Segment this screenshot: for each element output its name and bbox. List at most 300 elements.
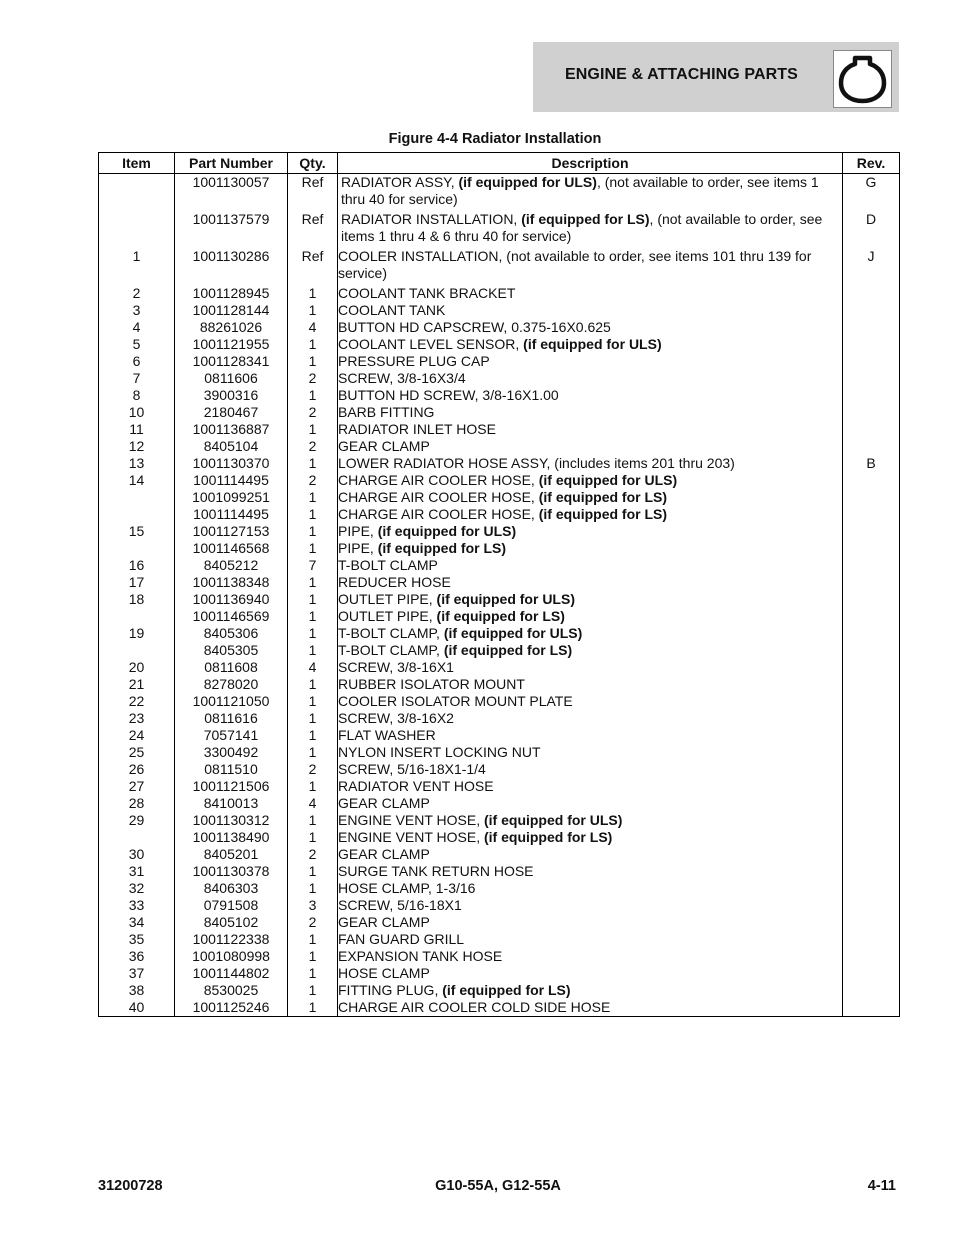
item-number: 6 — [99, 353, 175, 370]
quantity: 1 — [288, 931, 338, 948]
quantity: 1 — [288, 387, 338, 404]
description — [338, 557, 843, 574]
table-row — [99, 914, 900, 931]
revision — [843, 387, 900, 404]
revision — [843, 863, 900, 880]
engine-icon — [834, 51, 891, 107]
item-number: 12 — [99, 438, 175, 455]
quantity: 3 — [288, 897, 338, 914]
table-row — [99, 982, 900, 999]
item-number: 28 — [99, 795, 175, 812]
item-number: 11 — [99, 421, 175, 438]
part-number: 1001138348 — [175, 574, 288, 591]
table-row — [99, 948, 900, 965]
item-number: 14 — [99, 472, 175, 489]
table-row — [99, 421, 900, 438]
revision — [843, 574, 900, 591]
part-number: 8406303 — [175, 880, 288, 897]
revision — [843, 353, 900, 370]
table-row — [99, 676, 900, 693]
description-text: COOLANT LEVEL SENSOR, — [338, 336, 524, 352]
table-row — [99, 795, 900, 812]
quantity: 1 — [288, 302, 338, 319]
quantity: 1 — [288, 540, 338, 557]
description-text: SURGE TANK RETURN HOSE — [338, 863, 534, 879]
table-row — [99, 965, 900, 982]
table-row — [99, 370, 900, 387]
quantity: 1 — [288, 591, 338, 608]
description-text: CHARGE AIR COOLER HOSE, — [338, 472, 539, 488]
part-number: 0791508 — [175, 897, 288, 914]
description — [338, 248, 843, 285]
description — [338, 931, 843, 948]
part-number: 0811608 — [175, 659, 288, 676]
quantity: 1 — [288, 455, 338, 472]
quantity: 1 — [288, 285, 338, 302]
item-number: 2 — [99, 285, 175, 302]
table-row — [99, 659, 900, 676]
description-text: GEAR CLAMP — [338, 795, 430, 811]
description — [338, 404, 843, 421]
description-text: SCREW, 3/8-16X1 — [338, 659, 454, 675]
description — [338, 319, 843, 336]
table-row — [99, 506, 900, 523]
description — [338, 999, 843, 1017]
quantity: 2 — [288, 370, 338, 387]
item-number: 22 — [99, 693, 175, 710]
item-number: 5 — [99, 336, 175, 353]
item-number: 4 — [99, 319, 175, 336]
table-row — [99, 727, 900, 744]
table-row — [99, 211, 900, 248]
revision — [843, 370, 900, 387]
part-number: 1001114495 — [175, 506, 288, 523]
revision — [843, 880, 900, 897]
table-row — [99, 863, 900, 880]
item-number: 1 — [99, 248, 175, 285]
quantity: 2 — [288, 472, 338, 489]
part-number: 8405201 — [175, 846, 288, 863]
table-row — [99, 523, 900, 540]
description — [338, 727, 843, 744]
quantity: 1 — [288, 948, 338, 965]
description — [338, 676, 843, 693]
table-row — [99, 285, 900, 302]
table-row — [99, 438, 900, 455]
description — [338, 693, 843, 710]
quantity: 2 — [288, 914, 338, 931]
model-numbers: G10-55A, G12-55A — [435, 1178, 561, 1194]
description-note: , (not available to order, see items 1 thru 4 & 6 thru 40 for service) — [341, 211, 823, 244]
description — [338, 795, 843, 812]
quantity: 1 — [288, 336, 338, 353]
revision — [843, 727, 900, 744]
quantity: 1 — [288, 863, 338, 880]
figure-caption: Figure 4-4 Radiator Installation — [388, 131, 602, 147]
table-row — [99, 302, 900, 319]
table-row — [99, 880, 900, 897]
revision — [843, 642, 900, 659]
quantity: 1 — [288, 506, 338, 523]
item-number — [99, 489, 175, 506]
part-number: 1001128341 — [175, 353, 288, 370]
description — [338, 540, 843, 557]
part-number: 1001128144 — [175, 302, 288, 319]
description — [338, 302, 843, 319]
quantity: 1 — [288, 489, 338, 506]
equipment-note: (if equipped for LS) — [484, 829, 613, 845]
part-number: 1001130370 — [175, 455, 288, 472]
description — [338, 659, 843, 676]
equipment-note: (if equipped for ULS) — [523, 336, 662, 352]
revision — [843, 931, 900, 948]
description — [338, 982, 843, 999]
section-title: ENGINE & ATTACHING PARTS — [565, 66, 798, 83]
description — [338, 455, 843, 472]
item-number: 19 — [99, 625, 175, 642]
table-row — [99, 404, 900, 421]
part-number: 1001122338 — [175, 931, 288, 948]
part-number: 1001125246 — [175, 999, 288, 1017]
equipment-note: (if equipped for LS) — [377, 540, 507, 556]
revision — [843, 285, 900, 302]
description-text: HOSE CLAMP, 1-3/16 — [338, 880, 476, 896]
description — [338, 965, 843, 982]
part-number: 1001130057 — [175, 174, 288, 212]
description — [338, 506, 843, 523]
description — [338, 336, 843, 353]
equipment-note: (if equipped for LS) — [443, 642, 573, 658]
part-number: 1001121506 — [175, 778, 288, 795]
revision — [843, 489, 900, 506]
description-text: SCREW, 3/8-16X2 — [338, 710, 454, 726]
description — [338, 846, 843, 863]
part-number: 0811510 — [175, 761, 288, 778]
revision — [843, 336, 900, 353]
description — [338, 761, 843, 778]
revision — [843, 914, 900, 931]
description-text: T-BOLT CLAMP, — [338, 625, 444, 641]
description — [338, 710, 843, 727]
part-number: 1001130312 — [175, 812, 288, 829]
part-number: 1001146568 — [175, 540, 288, 557]
description-text: ENGINE VENT HOSE, — [338, 829, 484, 845]
item-number: 15 — [99, 523, 175, 540]
description-text: RUBBER ISOLATOR MOUNT — [338, 676, 525, 692]
revision — [843, 608, 900, 625]
description-text: NYLON INSERT LOCKING NUT — [338, 744, 541, 760]
part-number: 1001137579 — [175, 211, 288, 248]
revision — [843, 404, 900, 421]
quantity: 2 — [288, 761, 338, 778]
quantity: 1 — [288, 710, 338, 727]
quantity: Ref — [288, 174, 338, 212]
table-row — [99, 931, 900, 948]
item-number: 38 — [99, 982, 175, 999]
equipment-note: (if equipped for LS) — [538, 489, 668, 505]
item-number: 20 — [99, 659, 175, 676]
description-text: PIPE, — [338, 540, 378, 556]
description — [338, 387, 843, 404]
quantity: 1 — [288, 608, 338, 625]
item-number: 8 — [99, 387, 175, 404]
equipment-note: (if equipped for LS) — [521, 211, 650, 227]
part-number: 0811606 — [175, 370, 288, 387]
quantity: 1 — [288, 744, 338, 761]
description — [338, 914, 843, 931]
part-number: 1001121955 — [175, 336, 288, 353]
quantity: 1 — [288, 523, 338, 540]
revision — [843, 761, 900, 778]
part-number: 1001136887 — [175, 421, 288, 438]
quantity: 1 — [288, 880, 338, 897]
description-text: GEAR CLAMP — [338, 914, 430, 930]
part-number: 7057141 — [175, 727, 288, 744]
table-row — [99, 710, 900, 727]
part-number: 8405305 — [175, 642, 288, 659]
revision: B — [843, 455, 900, 472]
table-row — [99, 778, 900, 795]
quantity: 1 — [288, 727, 338, 744]
quantity: 2 — [288, 438, 338, 455]
description-text: REDUCER HOSE — [338, 574, 451, 590]
item-number: 10 — [99, 404, 175, 421]
revision — [843, 965, 900, 982]
item-number: 34 — [99, 914, 175, 931]
quantity: 7 — [288, 557, 338, 574]
quantity: 1 — [288, 353, 338, 370]
description-text: BUTTON HD CAPSCREW, 0.375-16X0.625 — [338, 319, 611, 335]
description-text: HOSE CLAMP — [338, 965, 430, 981]
description-text: CHARGE AIR COOLER COLD SIDE HOSE — [338, 999, 611, 1015]
part-number: 1001138490 — [175, 829, 288, 846]
part-number: 88261026 — [175, 319, 288, 336]
description — [338, 174, 843, 212]
revision — [843, 625, 900, 642]
part-number: 8405102 — [175, 914, 288, 931]
table-row — [99, 897, 900, 914]
section-header — [533, 42, 899, 112]
revision: D — [843, 211, 900, 248]
item-number: 26 — [99, 761, 175, 778]
table-row — [99, 761, 900, 778]
quantity: 2 — [288, 404, 338, 421]
quantity: 1 — [288, 829, 338, 846]
description — [338, 880, 843, 897]
equipment-note: (if equipped for ULS) — [443, 625, 583, 641]
revision: G — [843, 174, 900, 212]
revision — [843, 795, 900, 812]
table-row — [99, 353, 900, 370]
column-header-rev: Rev. — [843, 153, 900, 174]
description — [338, 863, 843, 880]
revision — [843, 438, 900, 455]
item-number: 17 — [99, 574, 175, 591]
description-note: , (not available to order, see items 1 thru 40 for service) — [341, 174, 819, 207]
description — [338, 285, 843, 302]
description — [338, 523, 843, 540]
description-text: EXPANSION TANK HOSE — [338, 948, 503, 964]
part-number: 1001121050 — [175, 693, 288, 710]
quantity: 1 — [288, 982, 338, 999]
quantity: 1 — [288, 812, 338, 829]
column-header-qty: Qty. — [288, 153, 338, 174]
revision — [843, 846, 900, 863]
description — [338, 370, 843, 387]
equipment-note: (if equipped for LS) — [442, 982, 571, 998]
description — [338, 472, 843, 489]
description-text: COOLER INSTALLATION, (not available to order, see items 101 thru 139 for service) — [338, 248, 812, 281]
description — [338, 353, 843, 370]
description-text: CHARGE AIR COOLER HOSE, — [338, 506, 539, 522]
part-number: 2180467 — [175, 404, 288, 421]
description — [338, 744, 843, 761]
part-number: 1001128945 — [175, 285, 288, 302]
quantity: 1 — [288, 778, 338, 795]
equipment-note: (if equipped for ULS) — [458, 174, 597, 190]
item-number: 40 — [99, 999, 175, 1017]
table-row — [99, 540, 900, 557]
description — [338, 897, 843, 914]
item-number: 27 — [99, 778, 175, 795]
description-text: PRESSURE PLUG CAP — [338, 353, 490, 369]
item-number — [99, 540, 175, 557]
description-text: FITTING PLUG, — [338, 982, 443, 998]
table-row — [99, 642, 900, 659]
item-number — [99, 608, 175, 625]
item-number: 29 — [99, 812, 175, 829]
item-number: 16 — [99, 557, 175, 574]
description-text: COOLANT TANK BRACKET — [338, 285, 516, 301]
revision — [843, 812, 900, 829]
part-number: 3900316 — [175, 387, 288, 404]
table-row — [99, 829, 900, 846]
description — [338, 608, 843, 625]
item-number: 35 — [99, 931, 175, 948]
part-number: 1001080998 — [175, 948, 288, 965]
table-row — [99, 174, 900, 212]
item-number: 37 — [99, 965, 175, 982]
equipment-note: (if equipped for ULS) — [484, 812, 623, 828]
item-number — [99, 829, 175, 846]
item-number — [99, 211, 175, 248]
equipment-note: (if equipped for LS) — [436, 608, 565, 624]
item-number: 23 — [99, 710, 175, 727]
description-text: GEAR CLAMP — [338, 438, 430, 454]
revision — [843, 319, 900, 336]
revision — [843, 540, 900, 557]
description-text: RADIATOR ASSY, — [341, 174, 459, 190]
revision — [843, 744, 900, 761]
revision: J — [843, 248, 900, 285]
part-number: 1001114495 — [175, 472, 288, 489]
revision — [843, 676, 900, 693]
column-header-part-number: Part Number — [175, 153, 288, 174]
description — [338, 438, 843, 455]
description-text: RADIATOR VENT HOSE — [338, 778, 494, 794]
part-number: 1001127153 — [175, 523, 288, 540]
revision — [843, 948, 900, 965]
quantity: 1 — [288, 574, 338, 591]
parts-table — [98, 152, 900, 1017]
table-header-row — [99, 153, 900, 174]
quantity: 1 — [288, 693, 338, 710]
part-number: 3300492 — [175, 744, 288, 761]
part-number: 8405104 — [175, 438, 288, 455]
table-row — [99, 319, 900, 336]
description-text: SCREW, 3/8-16X3/4 — [338, 370, 466, 386]
description-text: LOWER RADIATOR HOSE ASSY, (includes items 201 thru 203) — [338, 455, 735, 471]
quantity: 2 — [288, 846, 338, 863]
revision — [843, 710, 900, 727]
revision — [843, 523, 900, 540]
item-number — [99, 642, 175, 659]
revision — [843, 302, 900, 319]
description — [338, 421, 843, 438]
description-text: RADIATOR INSTALLATION, — [341, 211, 522, 227]
item-number: 31 — [99, 863, 175, 880]
revision — [843, 472, 900, 489]
document-number: 31200728 — [98, 1178, 163, 1194]
description-text: OUTLET PIPE, — [338, 591, 437, 607]
column-header-description: Description — [338, 153, 843, 174]
quantity: 4 — [288, 319, 338, 336]
description-text: RADIATOR INLET HOSE — [338, 421, 496, 437]
description — [338, 591, 843, 608]
description-text: BUTTON HD SCREW, 3/8-16X1.00 — [338, 387, 559, 403]
description-text: COOLER ISOLATOR MOUNT PLATE — [338, 693, 573, 709]
description-text: FAN GUARD GRILL — [338, 931, 465, 947]
description-text: BARB FITTING — [338, 404, 435, 420]
revision — [843, 659, 900, 676]
description — [338, 812, 843, 829]
part-number: 8405306 — [175, 625, 288, 642]
table-row — [99, 625, 900, 642]
description-text: COOLANT TANK — [338, 302, 446, 318]
table-row — [99, 693, 900, 710]
table-row — [99, 336, 900, 353]
description — [338, 489, 843, 506]
item-number: 3 — [99, 302, 175, 319]
table-row — [99, 387, 900, 404]
table-row — [99, 472, 900, 489]
revision — [843, 591, 900, 608]
equipment-note: (if equipped for LS) — [538, 506, 668, 522]
equipment-note: (if equipped for ULS) — [538, 472, 678, 488]
equipment-note: (if equipped for ULS) — [436, 591, 575, 607]
revision — [843, 778, 900, 795]
part-number: 1001130378 — [175, 863, 288, 880]
description — [338, 829, 843, 846]
table-row — [99, 455, 900, 472]
part-number: 1001136940 — [175, 591, 288, 608]
table-row — [99, 591, 900, 608]
table-row — [99, 557, 900, 574]
quantity: Ref — [288, 211, 338, 248]
table-row — [99, 999, 900, 1017]
description-text: ENGINE VENT HOSE, — [338, 812, 484, 828]
quantity: 1 — [288, 642, 338, 659]
revision — [843, 693, 900, 710]
part-number: 8405212 — [175, 557, 288, 574]
table-row — [99, 846, 900, 863]
description-text: T-BOLT CLAMP — [338, 557, 438, 573]
quantity: 1 — [288, 999, 338, 1017]
item-number — [99, 174, 175, 212]
part-number: 8410013 — [175, 795, 288, 812]
column-header-item: Item — [99, 153, 175, 174]
item-number — [99, 506, 175, 523]
